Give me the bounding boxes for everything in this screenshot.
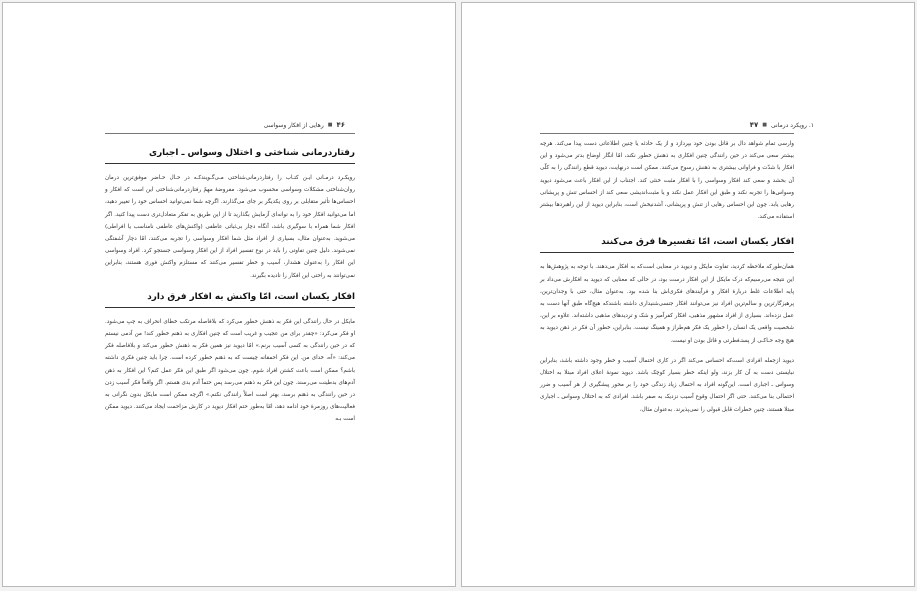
right-running-title: ۱. رویکرد درمانی xyxy=(771,121,814,129)
right-page-body xyxy=(540,138,794,424)
left-header-rule xyxy=(105,133,355,134)
left-page-header xyxy=(264,119,345,131)
right-page-number: ۴۷ xyxy=(749,121,759,129)
right-page-header xyxy=(750,119,814,131)
section-heading: افکار یکسان است، امّا واکنش به افکار فرق دارد xyxy=(105,290,355,308)
left-page-number: ۴۶ xyxy=(336,121,345,129)
paragraph: مایکل در حال رانندگی این فکر به ذهنش خطور می‌کرد که بلافاصله مرتکب خطای انحراف به چپ می‌شود. او فکر می‌کرد: «چقدر برای من عجیب و غریب است که چنین افکاری به ذهنم خطور کند! من آدمی نیستم که در حین رانندگی به کسی آسیب برنم.» امّا دیوید نیز همین فکر به ذهنش خطور می‌کند و بلافاصله فکر می‌کند: «آه، خدای من. این فکر احمقانه چیست که به ذهنم خطور کرده است. چرا باید چنین فکری داشته باشم؟ ممکن است باعث کشتن افراد شوم. چون می‌شود اگر طبق این فکر عمل کنم؟ این افکار به ذهن آدم‌های بدطینت می‌رسند. چون این فکر به ذهنم می‌رسد پس حتماً آدم بدی هستم. اگر واقعاً فکر آسیب زدن در حین رانندگی به ذهنم برسد، بهتر است اصلاً رانندگی نکنم.» اگرچه ممکن است مایکل بدون نگرانی به فعالیت‌های روزمرهٔ خود ادامه دهد، امّا به‌طور حتم افکار دیوید در کارش مزاحمت ایجاد می‌کنند. دیوید ممکن است بـه xyxy=(105,318,355,423)
right-page xyxy=(461,2,915,587)
left-page-body xyxy=(105,146,355,434)
left-page xyxy=(2,2,456,587)
left-running-title: رهایی از افکار وسواسی xyxy=(263,121,324,129)
paragraph: وارسی تمام شواهد دال بر قاتل بودن خود بپردازد و از یک حادثه یا چنین اطلاعاتی دست پیدا می‌کند. هرچه بیشتر سعی می‌کند در حین رانندگی چنین افکاری به ذهنش خطور نکند، امّا انگار اوضاع بدتر می‌شود و این افکار با شدّت و فراوانی بیشتری به ذهنش رسوخ می‌کنند. ممکن است درنهایت، دیوید قطع رانندگی را به کلّی آن بحشد و سعی کند افکار وسواسی را با افکار مثبت خنثی کند. اجتناب از این افکار باعث می‌شود دیوید وسواس‌ها را تجربه نکند و طبق این افکار عمل نکند و یا مثبت‌اندیشی سعی کند از احساس تنش و پریشانی رهایی یابد. چون این احساس رهایی از تنش و پریشانی، آشدنیخش است، بنابراین دیوید از این راهبردها بیشتر استفاده می‌کند. xyxy=(540,141,794,221)
section-heading: افکار یکسان است، امّا تفسیرها فرق می‌کنند xyxy=(540,235,794,253)
paragraph: دیوید ازجمله افرادی است‌که احساس می‌کند اگر در کاری احتمال آسیب و خطر وجود داشته باشد، بنابراین نبایستی دست به آن کار بزند، ولو اینکه خطر بسیار کوچک باشد. دیوید نمونهٔ اعلای افراد مبتلا به اختلال وسواس ـ اجباری است. این‌گونه افراد به احتمال زیاد زندگی خود را بر محور پیشگیری از هر آسیب و ضرر احتمالی بنا می‌کنند. حتی اگر احتمال وقوع آسیب نزدیک به صفر باشد. افرادی که به اختلال وسواس ـ اجباری مبتلا هستند، چنین خطرات قابل قبولی را نمی‌پذیرند. به‌عنوان مثال، xyxy=(540,357,794,413)
section-heading: رفتاردرمانی شناختی و اختلال وسواس ـ اجباری xyxy=(105,146,355,164)
right-header-rule xyxy=(540,133,794,134)
paragraph: رویکـرد درمـانی ایـن کتـاب را رفتاردرمانی‌شناختی مـی‌گـویندکـه در حـال حـاضر موفق‌ترین درمان روان‌شناختی مشکلات وسواسی محسوب می‌شود. مفروضهٔ مهمّ رفتاردرمانی‌شناختی این است که افکار و احساس‌ها تأثیر متقابلی بر روی یکدیگر بر جای می‌گذارند. اگرچه شما نمی‌توانید احساس خود را تغییر دهید، اما می‌توانید افکار خود را به نوانه‌ای آزمایش بگذارید تا از این طریق به تفکر متعادل‌تری دست پیدا کنید. اگر افکار شما همراه با سوگیری باشد، آنگاه دچار بی‌ثباتی عاطفی (واکنش‌های عاطفی نامناسب یا افراطی) می‌شوید. به‌عنوان مثال، بسیاری از افراد مثل شما افکار وسواسی را تجربه می‌کنند، امّا دچار آشفتگی نمی‌شوند. دلیل چنین تفاوتی را باید در نوع تفسیر افراد از این افکار وسواسی جستجو کرد. افراد وسواسی این افکار را به‌عنوان هشدار، آسیب و خطر تفسیر می‌کنند که مستلزم واکنش فوری هستند، بنابراین نمی‌توانند به راحتی این افکار را نادیده بگیرند. xyxy=(105,175,355,279)
header-separator-icon: ■ xyxy=(762,122,767,128)
paragraph: همان‌طورکه ملاحظه کردید، تفاوت مایکل و دیوید در معنایی است‌که به افکار می‌دهند. با توجه به پژوهش‌ها به این نتیجه می‌رسیم‌که درک مایکل از این افکار درست بود، در حالی که معنایی که دیوید به افکارش می‌داد بر پایه اطلاعات غلط دربارهٔ افکار و فرآیندهای فکری‌اش بنا شده بود. به‌عنوان مثال، حتی با وجدان‌ترین، پرهیزگارترین و سالم‌ترین افراد نیز می‌توانند افکار جنسی‌شنیداری داشته باشندکه هیچ‌گاه طبق آنها دست به عمل نزده‌اند. بسیاری از افراد مشهور مذهبی، افکار کفرآمیز و شک و تردیدهای مذهبی داشته‌اند. علاوه بر این، شخصیت واقعی یک انسان را خطور یک فکر هم‌طراز و همینگ نیست. بنابراین، خطور آن فکر در ذهن دیوید به هیچ وجه حـاکـی از پستـ‌فطرتی و قاتل بودن او نیست. xyxy=(540,264,794,344)
header-separator-icon: ■ xyxy=(327,122,333,128)
